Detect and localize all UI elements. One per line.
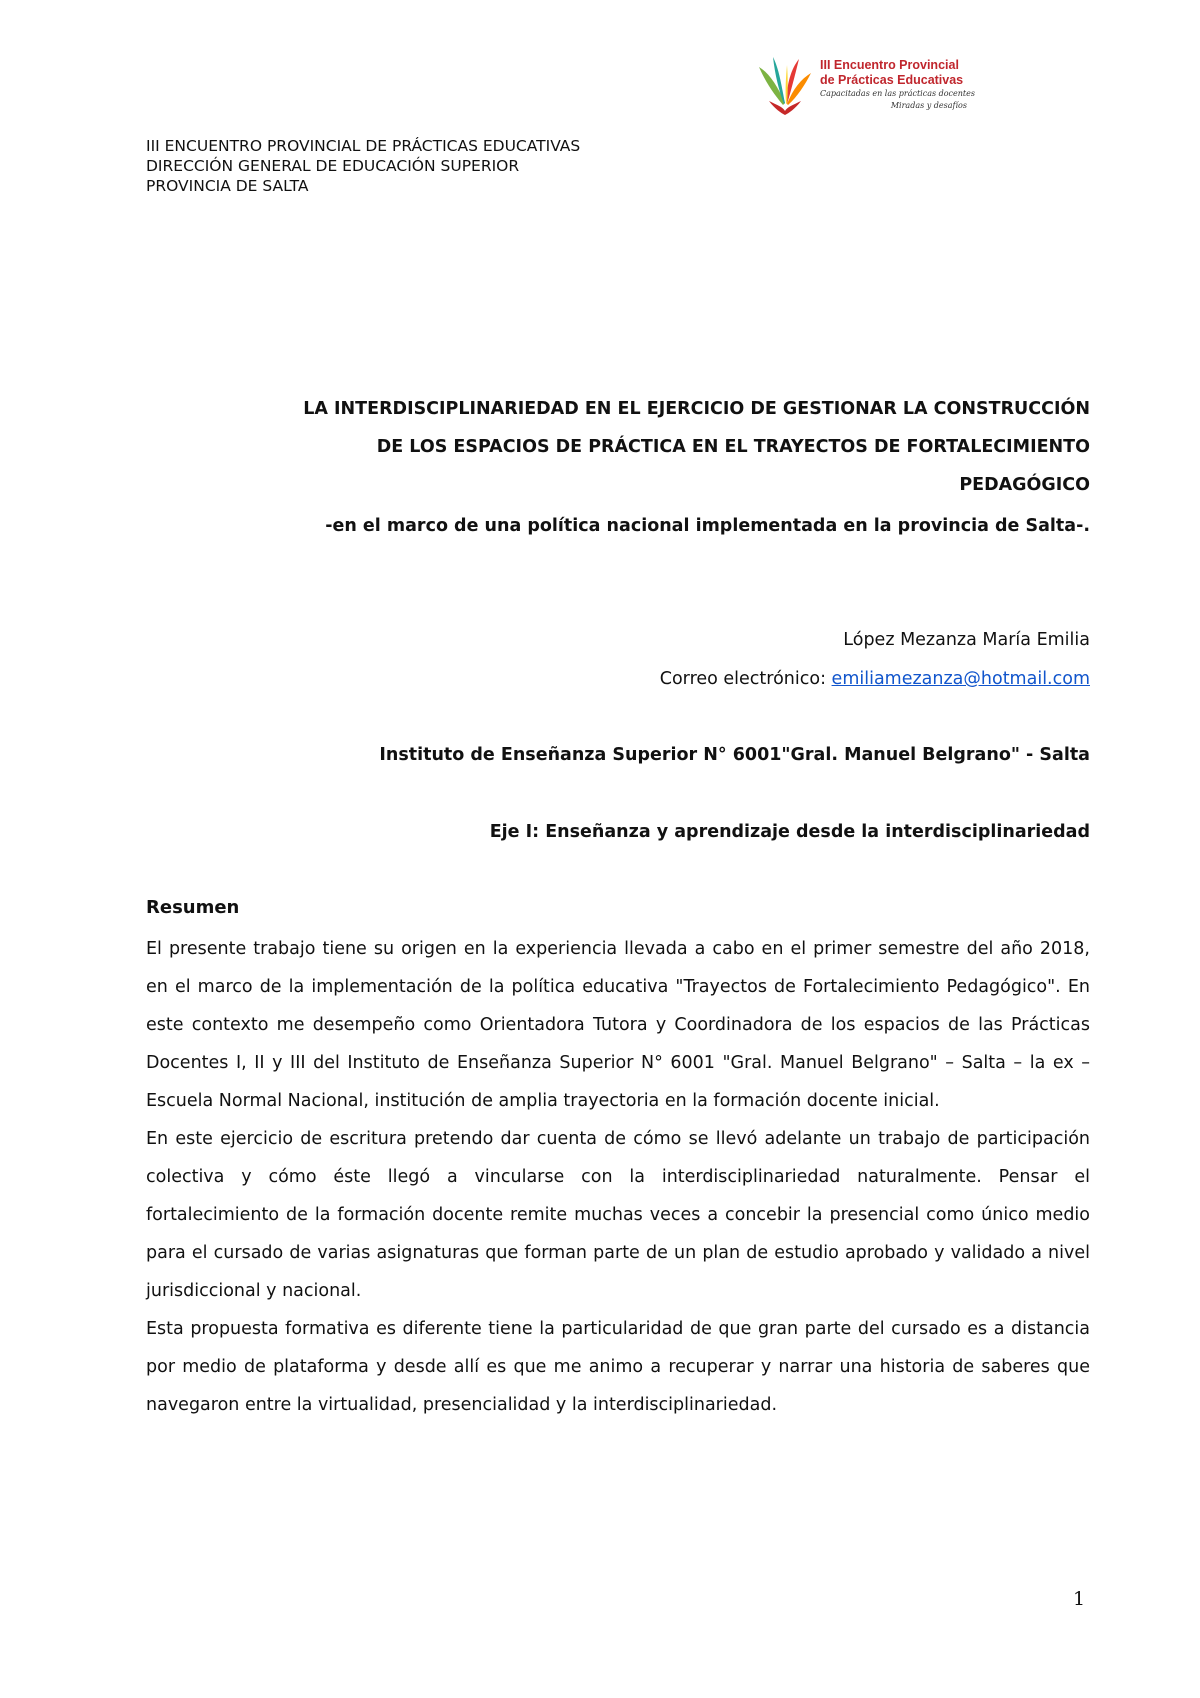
event-logo (755, 55, 975, 125)
author-name: López Mezanza María Emilia (843, 630, 1090, 650)
title-line-3: PEDAGÓGICO (959, 475, 1090, 495)
resumen-paragraph-3: Esta propuesta formativa es diferente tiene la particularidad de que gran parte del cursado es a distancia por medio de plataforma y desde allí es que me animo a recuperar y narrar una historia de saberes que navegaron entre la virtualidad, presencialidad y la interdisciplinariedad. (146, 1319, 1090, 1415)
document-header (146, 136, 580, 196)
document-title (146, 390, 1090, 504)
email-label: Correo electrónico: (659, 669, 832, 689)
header-line-3: PROVINCIA DE SALTA (146, 177, 309, 195)
logo-title-line2: de Prácticas Educativas (820, 73, 964, 87)
resumen-heading: Resumen (146, 897, 240, 918)
title-line-1: LA INTERDISCIPLINARIEDAD EN EL EJERCICIO DE GESTIONAR LA CONSTRUCCIÓN (303, 399, 1090, 419)
logo-title-line1: III Encuentro Provincial (820, 58, 959, 72)
institution: Instituto de Enseñanza Superior N° 6001"Gral. Manuel Belgrano" - Salta (379, 745, 1090, 765)
document-subtitle: -en el marco de una política nacional implementada en la provincia de Salta-. (325, 516, 1090, 536)
resumen-body (146, 930, 1090, 1424)
logo-tagline-2: Miradas y desafíos (890, 101, 967, 110)
resumen-paragraph-2: En este ejercicio de escritura pretendo dar cuenta de cómo se llevó adelante un trabajo de participación colectiva y cómo éste llegó a vincularse con la interdisciplinariedad naturalmente. Pensar el fortalecimiento de la formación docente remite muchas veces a concebir la presencial como único medio para el cursado de varias asignaturas que forman parte de un plan de estudio aprobado y validado a nivel jurisdiccional y nacional. (146, 1129, 1090, 1301)
page-number: 1 (1073, 1588, 1086, 1610)
email-link[interactable]: emiliamezanza@hotmail.com (831, 669, 1090, 689)
title-line-2: DE LOS ESPACIOS DE PRÁCTICA EN EL TRAYECTOS DE FORTALECIMIENTO (376, 437, 1090, 457)
book-leaves-icon (755, 55, 815, 117)
header-line-2: DIRECCIÓN GENERAL DE EDUCACIÓN SUPERIOR (146, 157, 520, 175)
resumen-paragraph-1: El presente trabajo tiene su origen en la experiencia llevada a cabo en el primer semestre del año 2018, en el marco de la implementación de la política educativa "Trayectos de Fortalecimiento Pedagógico". En este contexto me desempeño como Orientadora Tutora y Coordinadora de los espacios de las Prácticas Docentes I, II y III del Instituto de Enseñanza Superior N° 6001 "Gral. Manuel Belgrano" – Salta – la ex – Escuela Normal Nacional, institución de amplia trayectoria en la formación docente inicial. (146, 939, 1090, 1111)
logo-tagline-1: Capacitadas en las prácticas docentes (820, 89, 975, 98)
header-line-1: III ENCUENTRO PROVINCIAL DE PRÁCTICAS EDUCATIVAS (146, 137, 581, 155)
axis-title: Eje I: Enseñanza y aprendizaje desde la interdisciplinariedad (489, 822, 1090, 842)
author-email-line (146, 667, 1090, 691)
